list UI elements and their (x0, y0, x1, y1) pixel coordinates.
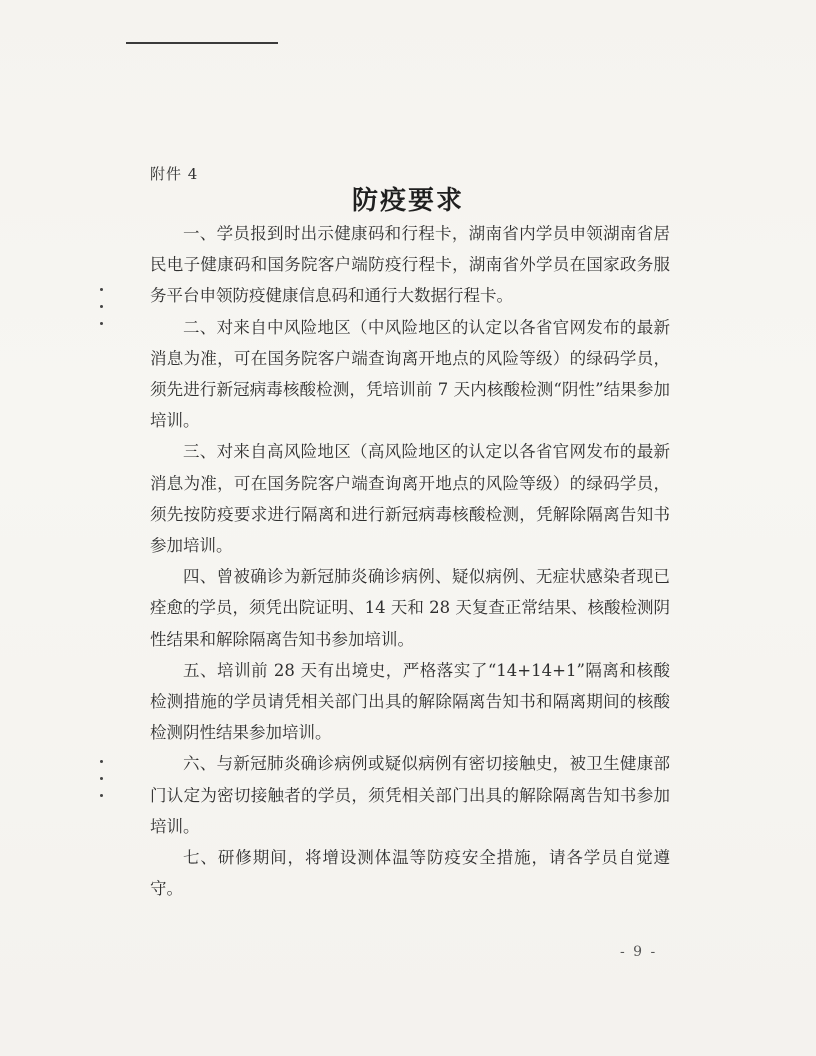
paragraph-6: 六、与新冠肺炎确诊病例或疑似病例有密切接触史，被卫生健康部门认定为密切接触者的学员，须凭相关部门出具的解除隔离告知书参加培训。 (150, 754, 670, 836)
paragraph-1: 一、学员报到时出示健康码和行程卡，湖南省内学员申领湖南省居民电子健康码和国务院客户端防疫行程卡，湖南省外学员在国家政务服务平台申领防疫健康信息码和通行大数据行程卡。 (150, 224, 670, 306)
binding-marks-lower (100, 760, 104, 811)
attachment-label: 附件 4 (150, 165, 199, 183)
paragraph-4: 四、曾被确诊为新冠肺炎确诊病例、疑似病例、无症状感染者现已痊愈的学员，须凭出院证明、14 天和 28 天复查正常结果、核酸检测阴性结果和解除隔离告知书参加培训。 (150, 567, 670, 649)
top-rule (126, 42, 278, 44)
document-body (150, 218, 670, 904)
paragraph-5: 五、培训前 28 天有出境史，严格落实了“14+14+1”隔离和核酸检测措施的学员请凭相关部门出具的解除隔离告知书和隔离期间的核酸检测阴性结果参加培训。 (150, 660, 670, 743)
paragraph-2: 二、对来自中风险地区（中风险地区的认定以各省官网发布的最新消息为准，可在国务院客户端查询离开地点的风险等级）的绿码学员，须先进行新冠病毒核酸检测，凭培训前 7 天内核酸检测“阴性”结果参加培训。 (150, 317, 670, 431)
binding-marks-upper (100, 288, 104, 339)
document-title: 防疫要求 (351, 186, 464, 216)
page-number: - 9 - (620, 944, 658, 960)
paragraph-7: 七、研修期间，将增设测体温等防疫安全措施，请各学员自觉遵守。 (150, 848, 670, 899)
paragraph-3: 三、对来自高风险地区（高风险地区的认定以各省官网发布的最新消息为准，可在国务院客户端查询离开地点的风险等级）的绿码学员，须先按防疫要求进行隔离和进行新冠病毒核酸检测，凭解除隔离告知书参加培训。 (150, 442, 670, 556)
